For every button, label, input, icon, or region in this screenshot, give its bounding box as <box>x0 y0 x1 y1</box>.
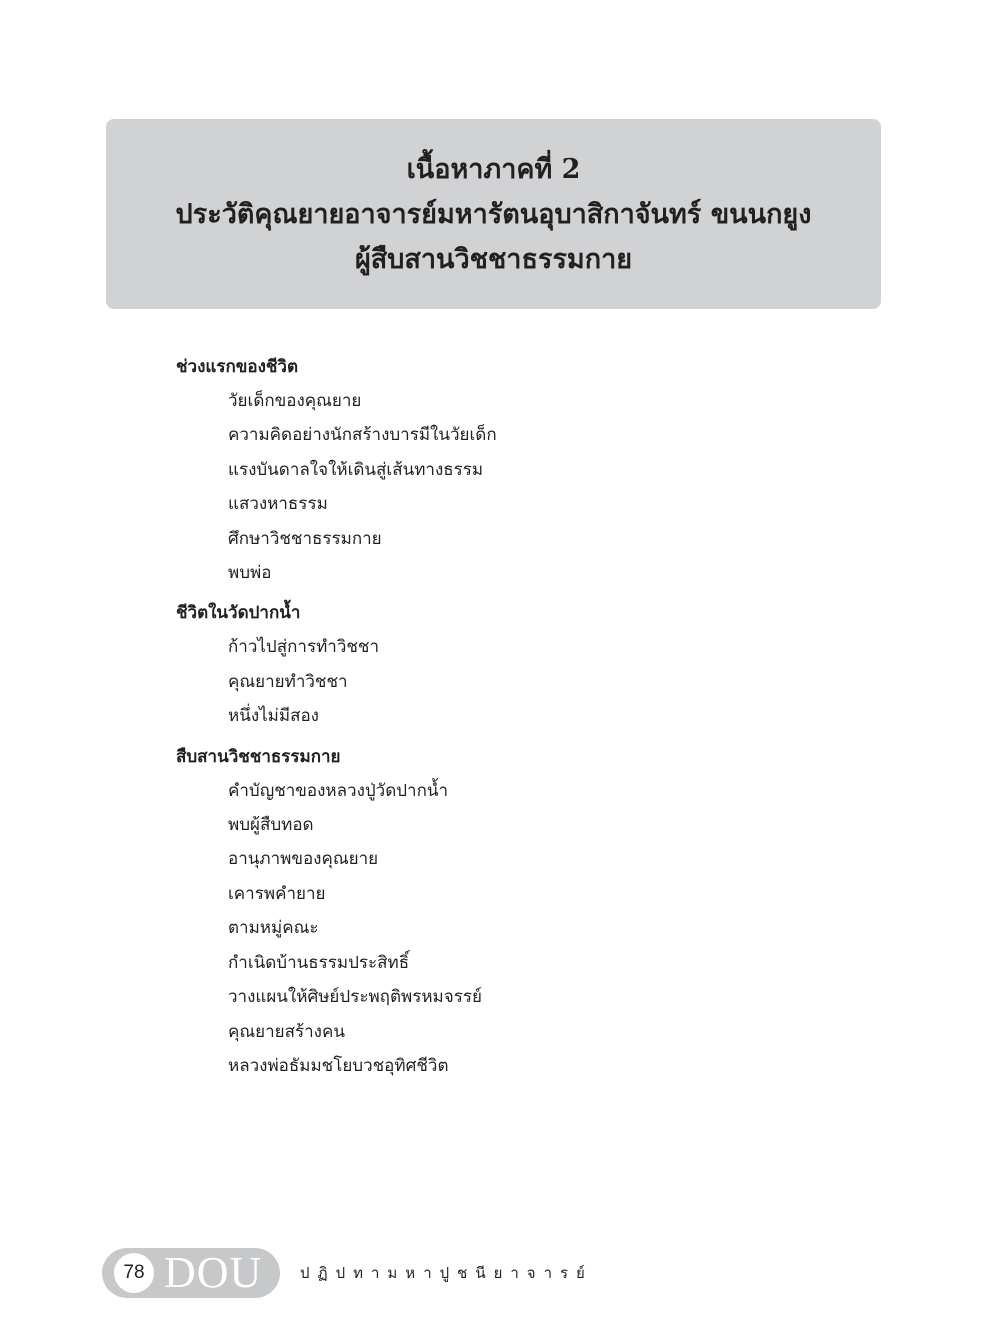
toc-item: แรงบันดาลใจให้เดินสู่เส้นทางธรรม <box>228 459 484 480</box>
toc-item: วางแผนให้ศิษย์ประพฤติพรหมจรรย์ <box>228 987 482 1008</box>
toc-item: เคารพคำยาย <box>228 883 326 904</box>
toc-item: หนึ่งไม่มีสอง <box>228 706 319 727</box>
toc-item: แสวงหาธรรม <box>228 494 328 515</box>
page-footer <box>102 1248 593 1298</box>
section-heading: ช่วงแรกของชีวิต <box>176 357 299 377</box>
toc-item: ศึกษาวิชชาธรรมกาย <box>228 528 382 549</box>
toc-item: พบผู้สืบทอด <box>228 815 314 836</box>
chapter-number: เนื้อหาภาคที่ 2 <box>406 153 581 185</box>
toc-item: อานุภาพของคุณยาย <box>228 849 379 870</box>
toc-item: วัยเด็กของคุณยาย <box>228 391 362 411</box>
section-items <box>176 630 816 733</box>
dou-logo: DOU <box>164 1248 263 1297</box>
toc-section-early-life <box>176 350 816 590</box>
toc-section-wat-paknam <box>176 596 816 733</box>
toc-item: กำเนิดบ้านธรรมประสิทธิ์ <box>228 952 410 973</box>
toc-item: ความคิดอย่างนักสร้างบารมีในวัยเด็ก <box>228 425 497 446</box>
chapter-subtitle: ผู้สืบสานวิชชาธรรมกาย <box>354 243 633 275</box>
section-heading: ชีวิตในวัดปากน้ำ <box>176 603 301 624</box>
footer-badge <box>102 1248 280 1298</box>
chapter-title: ประวัติคุณยายอาจารย์มหารัตนอุบาสิกาจันทร์ ขนนกยูง <box>175 198 812 230</box>
toc-item: คุณยายสร้างคน <box>228 1021 345 1042</box>
section-items <box>176 384 816 590</box>
book-title: ปฏิปทามหาปูชนียาจารย์ <box>300 1264 593 1282</box>
section-heading: สืบสานวิชชาธรรมกาย <box>176 746 341 767</box>
page-number: 78 <box>114 1253 154 1293</box>
toc-item: ก้าวไปสู่การทำวิชชา <box>228 637 379 658</box>
chapter-title-box <box>106 119 881 309</box>
toc-section-continuing-dhammakaya <box>176 740 816 1084</box>
toc-item: พบพ่อ <box>228 563 272 584</box>
section-items <box>176 774 816 1084</box>
toc-item: ตามหมู่คณะ <box>228 918 319 939</box>
toc-item: คำบัญชาของหลวงปู่วัดปากน้ำ <box>228 780 449 801</box>
table-of-contents <box>176 350 816 1089</box>
toc-item: คุณยายทำวิชชา <box>228 671 348 692</box>
toc-item: หลวงพ่อธัมมชโยบวชอุทิศชีวิต <box>228 1055 449 1076</box>
